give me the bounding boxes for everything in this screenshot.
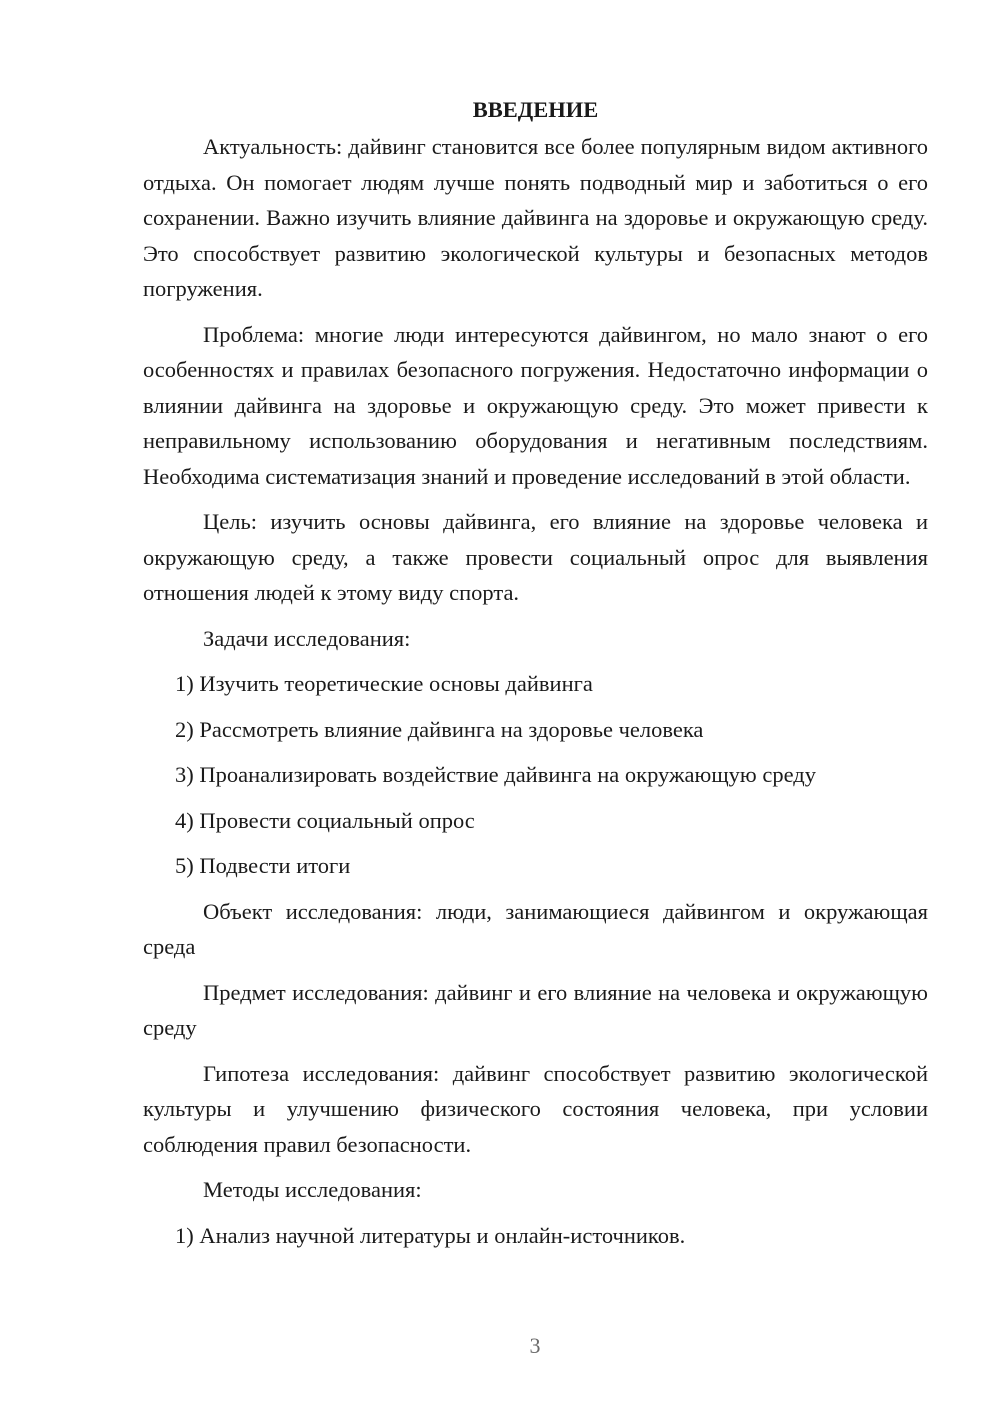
- page-number: 3: [529, 1333, 541, 1358]
- task-item-3: 3) Проанализировать воздействие дайвинга на окружающую среду: [175, 762, 816, 787]
- paragraph-goal: Цель: изучить основы дайвинга, его влияние на здоровье человека и окружающую среду, а также провести социальный опрос для выявления отношения людей к этому виду спорта.: [143, 509, 928, 605]
- paragraph-subject: Предмет исследования: дайвинг и его влияние на человека и окружающую среду: [143, 979, 928, 1040]
- section-heading: ВВЕДЕНИЕ: [472, 97, 599, 122]
- page-content: [143, 92, 928, 1263]
- paragraph-object: Объект исследования: люди, занимающиеся дайвингом и окружающая среда: [143, 898, 928, 959]
- tasks-title: Задачи исследования:: [203, 625, 411, 651]
- task-item-5: 5) Подвести итоги: [175, 853, 351, 878]
- method-item-1: 1) Анализ научной литературы и онлайн-источников.: [175, 1222, 686, 1248]
- task-item-4: 4) Провести социальный опрос: [175, 807, 475, 833]
- task-item-2: 2) Рассмотреть влияние дайвинга на здоровье человека: [175, 716, 704, 742]
- methods-title: Методы исследования:: [203, 1177, 422, 1202]
- paragraph-relevance: Актуальность: дайвинг становится все более популярным видом активного отдыха. Он помогает людям лучше понять подводный мир и заботиться о его сохранении. Важно изучить влияние дайвинга на здоровье и окружающую среду. Это способствует развитию экологической культуры и безопасных методов погружения.: [143, 134, 928, 301]
- task-item-1: 1) Изучить теоретические основы дайвинга: [175, 671, 593, 696]
- paragraph-problem: Проблема: многие люди интересуются дайвингом, но мало знают о его особенностях и правилах безопасного погружения. Недостаточно информации о влиянии дайвинга на здоровье и окружающую среду. Это может привести к неправильному использованию оборудования и негативным последствиям. Необходима систематизация знаний и проведение исследований в этой области.: [143, 321, 928, 489]
- paragraph-hypothesis: Гипотеза исследования: дайвинг способствует развитию экологической культуры и улучшению физического состояния человека, при условии соблюдения правил безопасности.: [143, 1060, 928, 1157]
